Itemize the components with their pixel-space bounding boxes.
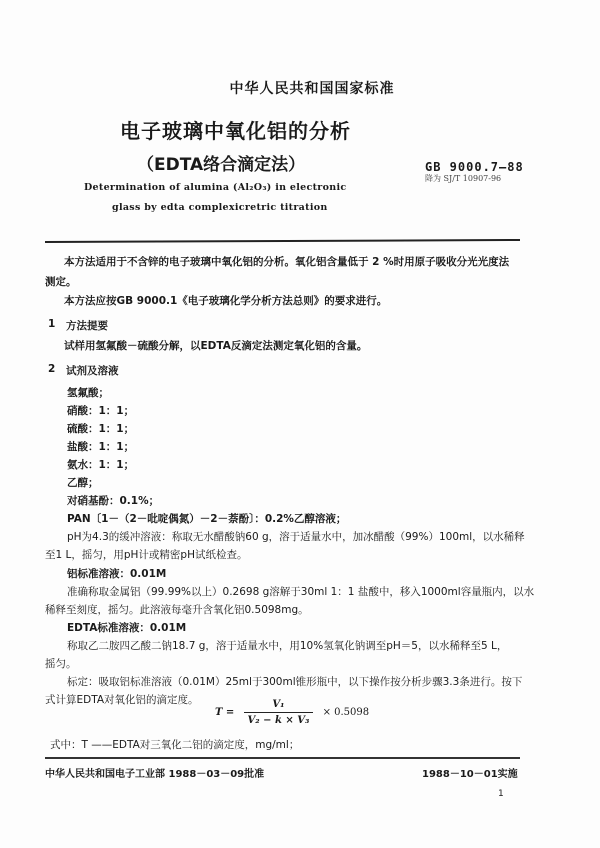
gb-standard-code: GB 9000.7—88: [425, 160, 524, 174]
document-subtitle-cn: （EDTA络合滴定法）: [137, 155, 306, 175]
section-2-number: 2: [48, 363, 56, 375]
document-title-en-line1: Determination of alumina (Al₂O₃) in electronic: [84, 182, 347, 193]
reagent-item: 乙醇；: [67, 477, 99, 489]
calibration-line1: 标定：吸取铝标准溶液（0.01M）25ml于300ml锥形瓶中，以下操作按分析步骤3.3条进行。按下: [67, 676, 523, 688]
reagent-item: 盐酸：1：1；: [67, 441, 135, 453]
section-1-number: 1: [48, 318, 56, 330]
replaced-by-note: 降为 SJ/T 10907-96: [425, 174, 502, 183]
section-1-body: 试样用氢氟酸－硫酸分解，以EDTA反滴定法测定氧化铝的含量。: [64, 340, 368, 352]
formula-lhs: T =: [215, 707, 235, 718]
reagent-item: 硫酸：1：1；: [67, 423, 135, 435]
formula-denominator: V₂ − k × V₃: [244, 712, 314, 726]
standard-type-heading: 中华人民共和国国家标准: [229, 81, 395, 97]
effective-date: 1988－10－01实施: [422, 769, 518, 780]
intro-para1-line1: 本方法适用于不含锌的电子玻璃中氧化铝的分析。氧化铝含量低于 2 %时用原子吸收分光光度法: [64, 256, 510, 268]
reagent-item: 对硝基酚：0.1%；: [67, 495, 160, 507]
al-standard-line2: 稀释至刻度，摇匀。此溶液每毫升含氧化铝0.5098mg。: [45, 604, 309, 616]
edta-standard-line1: 称取乙二胺四乙酸二钠18.7 g，溶于适量水中，用10%氢氧化钠调至pH＝5，以水稀释至5 L，: [67, 640, 508, 652]
edta-standard-label: EDTA标准溶液：0.01M: [67, 622, 187, 634]
intro-para1-line2: 测定。: [45, 276, 77, 288]
document-title-en-line2: glass by edta complexicretric titration: [112, 202, 328, 213]
document-title-cn: 电子玻璃中氧化铝的分析: [120, 119, 351, 143]
edta-standard-line2: 摇匀。: [45, 658, 77, 670]
formula-multiplier: × 0.5098: [322, 707, 370, 718]
buffer-line2: 至1 L，摇匀，用pH计或精密pH试纸检查。: [45, 549, 248, 561]
reagent-item: PAN〔1－（2－吡啶偶氮）－2－萘酚〕：0.2%乙醇溶液；: [67, 513, 347, 525]
formula-numerator: V₁: [272, 699, 285, 710]
reagent-item: 硝酸：1：1；: [67, 405, 135, 417]
reagent-item: 氨水：1：1；: [67, 459, 135, 471]
buffer-line1: pH为4.3的缓冲溶液：称取无水醋酸钠60 g，溶于适量水中，加冰醋酸（99%）100ml，以水稀释: [67, 531, 525, 543]
header-divider: [45, 239, 520, 243]
footer-divider: [45, 757, 520, 759]
approval-date: 中华人民共和国电子工业部 1988－03－09批准: [45, 769, 265, 780]
titer-formula: [215, 699, 369, 726]
section-2-title: 试剂及溶液: [66, 365, 119, 377]
intro-para2: 本方法应按GB 9000.1《电子玻璃化学分析方法总则》的要求进行。: [64, 295, 388, 307]
section-1-title: 方法提要: [66, 320, 108, 332]
formula-fraction: [244, 699, 314, 726]
al-standard-label: 铝标准溶液：0.01M: [67, 568, 167, 580]
reagent-item: 氢氟酸；: [67, 387, 109, 399]
calibration-line2: 式计算EDTA对氧化铝的滴定度。: [45, 694, 199, 706]
al-standard-line1: 准确称取金属铝（99.99%以上）0.2698 g溶解于30ml 1：1 盐酸中，移入1000ml容量瓶内，以水: [67, 586, 535, 598]
page-number: 1: [498, 789, 504, 799]
formula-where-clause: 式中：T ——EDTA对三氧化二铝的滴定度，mg/ml；: [50, 739, 300, 751]
